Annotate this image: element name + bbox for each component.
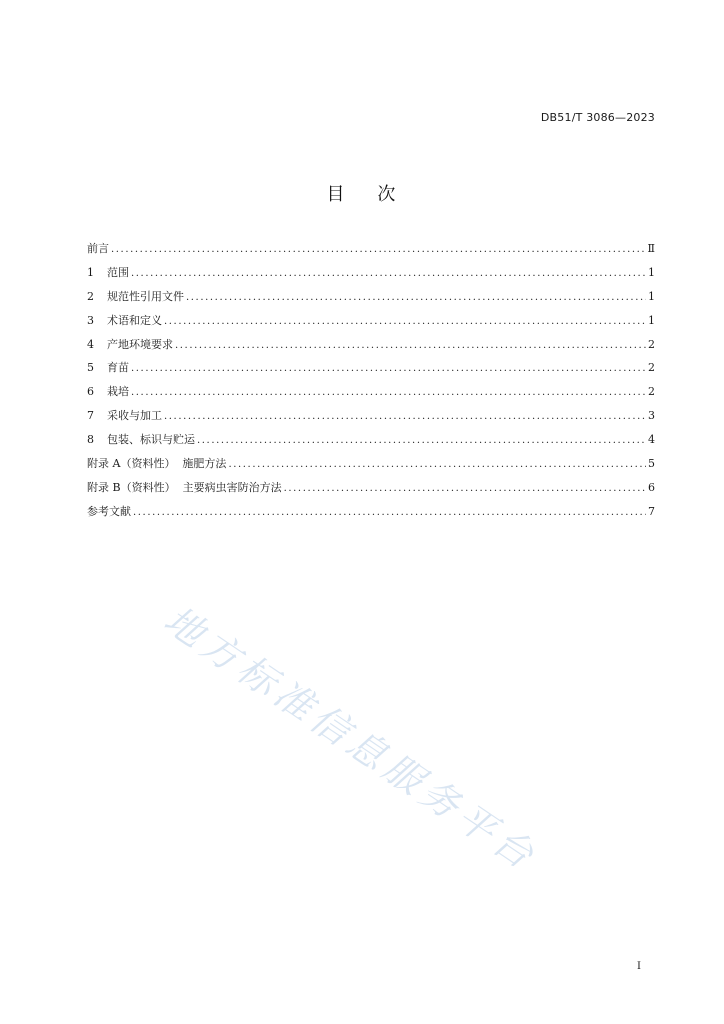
toc-entry-seedling[interactable] — [87, 356, 655, 380]
toc-title: 目 次 — [326, 184, 398, 205]
toc-leader-dots — [111, 238, 646, 262]
toc-entry-page: 3 — [648, 409, 655, 423]
toc-entry-text: 规范性引用文件 — [107, 289, 184, 303]
toc-leader-dots — [186, 286, 646, 310]
toc-entry-text: 范围 — [107, 265, 129, 279]
toc-entry-number: 5 — [87, 361, 94, 375]
toc-leader-dots — [133, 501, 646, 525]
toc-leader-dots — [131, 262, 646, 286]
toc-entry-text: 附录 B（资料性） 主要病虫害防治方法 — [87, 480, 282, 494]
toc-entry-terms-definitions[interactable] — [87, 309, 655, 333]
toc-entry-page: 7 — [648, 504, 655, 518]
toc-entry-environment[interactable] — [87, 333, 655, 357]
toc-entry-page: 1 — [648, 313, 655, 327]
toc-entry-text: 包装、标识与贮运 — [107, 433, 195, 447]
toc-entry-text: 参考文献 — [87, 504, 131, 518]
toc-entry-page: Ⅱ — [647, 242, 655, 255]
toc-entry-preface[interactable] — [87, 237, 655, 261]
toc-entry-text: 术语和定义 — [107, 313, 162, 327]
toc-entry-page: 1 — [648, 289, 655, 303]
toc-entry-text: 前言 — [87, 242, 109, 255]
toc-entry-bibliography[interactable] — [87, 500, 655, 524]
toc-entry-page: 2 — [648, 385, 655, 399]
table-of-contents — [87, 237, 655, 524]
toc-entry-page: 2 — [648, 361, 655, 375]
toc-leader-dots — [164, 310, 646, 334]
toc-entry-number: 8 — [87, 433, 94, 447]
toc-entry-normative-references[interactable] — [87, 285, 655, 309]
document-code: DB51/T 3086—2023 — [540, 111, 655, 124]
toc-entry-text: 产地环境要求 — [107, 337, 173, 351]
toc-leader-dots — [228, 453, 646, 477]
toc-entry-scope[interactable] — [87, 261, 655, 285]
toc-entry-text: 采收与加工 — [107, 409, 162, 423]
toc-entry-cultivation[interactable] — [87, 380, 655, 404]
toc-entry-page: 5 — [648, 457, 655, 471]
toc-entry-number: 4 — [87, 337, 94, 351]
toc-entry-number: 7 — [87, 409, 94, 423]
page-number: I — [637, 961, 641, 972]
toc-entry-page: 1 — [648, 265, 655, 279]
toc-entry-page: 4 — [648, 433, 655, 447]
toc-entry-page: 2 — [648, 337, 655, 351]
toc-entry-harvest-processing[interactable] — [87, 404, 655, 428]
toc-leader-dots — [197, 429, 646, 453]
toc-entry-text: 育苗 — [107, 361, 129, 375]
watermark: 地方标准信息服务平台 — [156, 597, 546, 880]
toc-leader-dots — [284, 477, 646, 501]
toc-leader-dots — [164, 405, 646, 429]
toc-leader-dots — [175, 334, 646, 358]
toc-leader-dots — [131, 357, 646, 381]
toc-entry-page: 6 — [648, 480, 655, 494]
toc-entry-appendix-a[interactable] — [87, 452, 655, 476]
toc-entry-number: 6 — [87, 385, 94, 399]
toc-entry-text: 附录 A（资料性） 施肥方法 — [87, 457, 227, 471]
toc-entry-appendix-b[interactable] — [87, 476, 655, 500]
toc-entry-number: 1 — [87, 265, 94, 279]
toc-entry-number: 2 — [87, 289, 94, 303]
toc-entry-text: 栽培 — [107, 385, 129, 399]
toc-leader-dots — [131, 381, 646, 405]
toc-entry-number: 3 — [87, 313, 94, 327]
toc-entry-packaging[interactable] — [87, 428, 655, 452]
